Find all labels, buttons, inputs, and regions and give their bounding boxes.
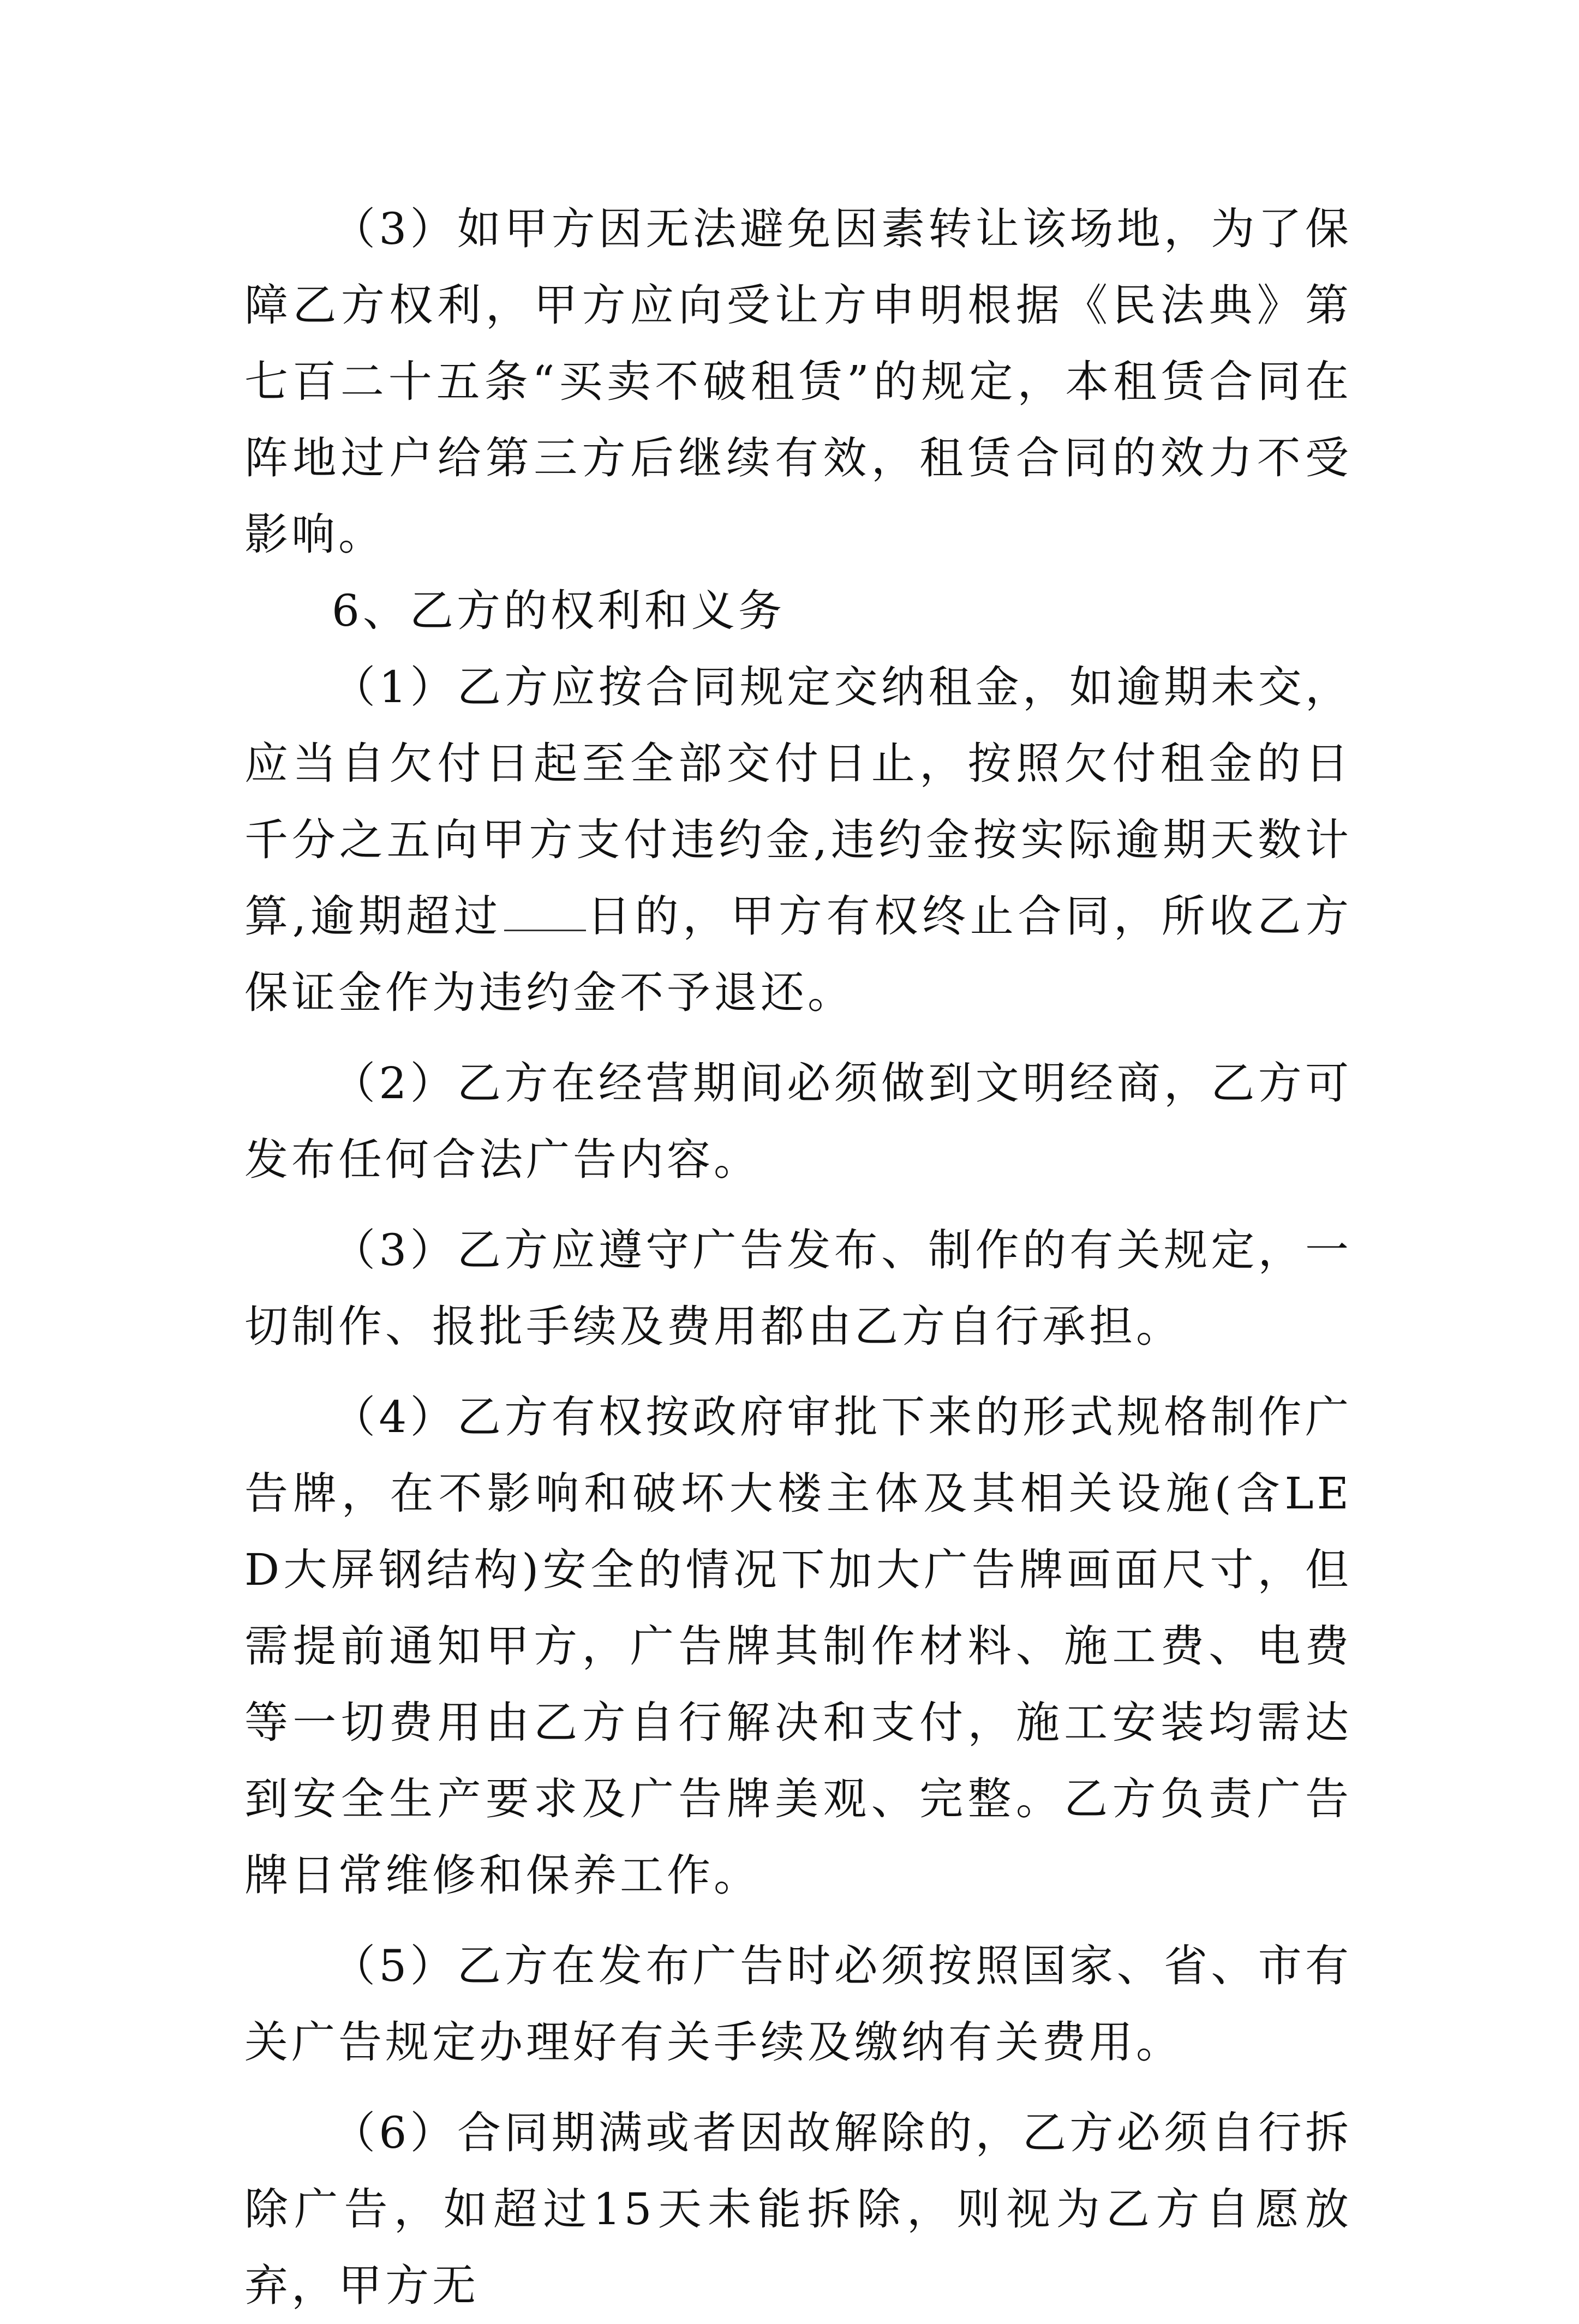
fill-in-blank-line: [504, 929, 586, 931]
paragraph-clause-6-6: （6）合同期满或者因故解除的，乙方必须自行拆除广告，如超过15天未能拆除，则视为乙方自愿放弃，甲方无: [244, 2107, 1352, 2311]
paragraph-clause-6-5: （5）乙方在发布广告时必须按照国家、省、市有关广告规定办理好有关手续及缴纳有关费用。: [244, 1940, 1352, 2068]
clause-6-1-text-after-blank: 日的，甲方有权终止合同，所收乙方保证金作为违约金不予退还。: [244, 891, 1352, 1018]
paragraph-clause-6-3: （3）乙方应遵守广告发布、制作的有关规定，一切制作、报批手续及费用都由乙方自行承担。: [244, 1225, 1352, 1352]
section-heading-party-b-rights: 6、乙方的权利和义务: [332, 585, 785, 636]
paragraph-clause-6-4: （4）乙方有权按政府审批下来的形式规格制作广告牌，在不影响和破坏大楼主体及其相关设施(含LED大屏钢结构)安全的情况下加大广告牌画面尺寸，但需提前通知甲方，广告牌其制作材料、施工费、电费等一切费用由乙方自行解决和支付，施工安装均需达到安全生产要求及广告牌美观、完整。乙方负责广告牌日常维修和保养工作。: [244, 1392, 1352, 1901]
paragraph-clause-5-3: （3）如甲方因无法避免因素转让该场地，为了保障乙方权利，甲方应向受让方申明根据《民法典》第七百二十五条“买卖不破租赁”的规定，本租赁合同在阵地过户给第三方后继续有效，租赁合同的效力不受影响。: [244, 203, 1352, 560]
document-body: [244, 191, 1352, 2324]
paragraph-clause-6-1: [244, 649, 1352, 1031]
paragraph-clause-6-2: （2）乙方在经营期间必须做到文明经商，乙方可发布任何合法广告内容。: [244, 1058, 1352, 1185]
clause-6-1-text-before-blank: （1）乙方应按合同规定交纳租金，如逾期未交，应当自欠付日起至全部交付日止，按照欠付租金的日千分之五向甲方支付违约金,违约金按实际逾期天数计算,逾期超过: [244, 662, 1352, 942]
